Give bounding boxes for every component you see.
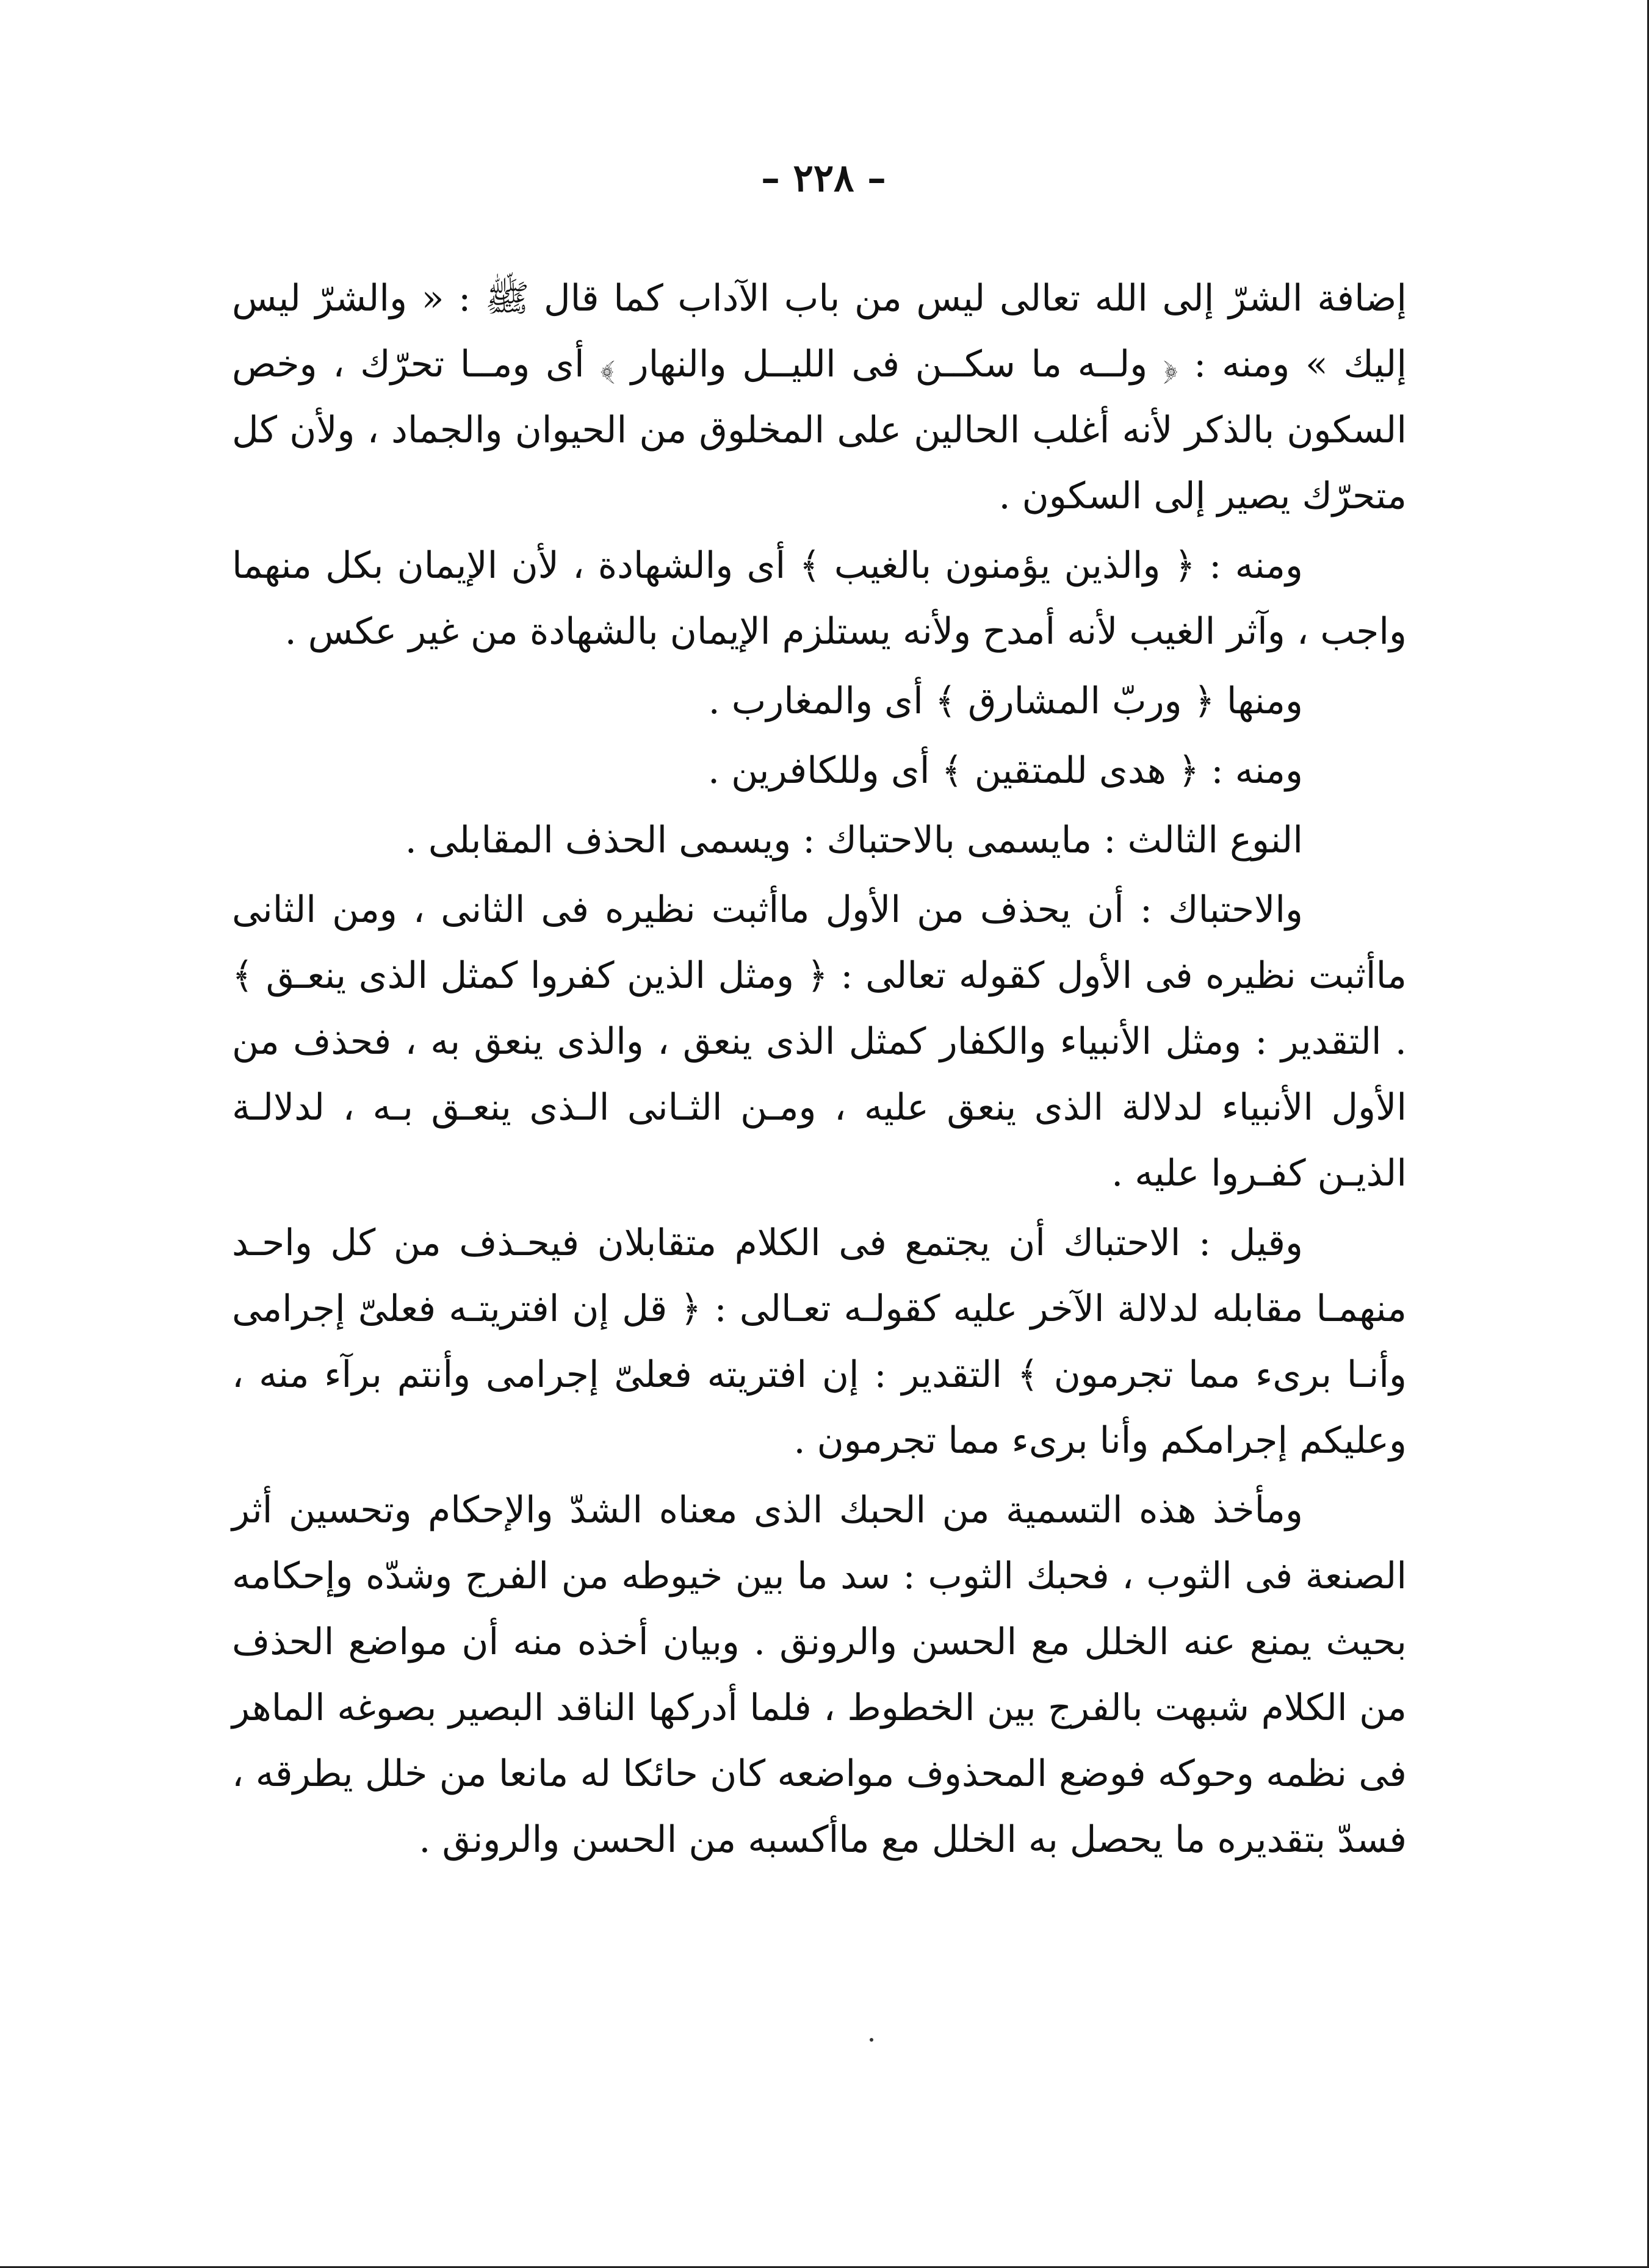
paragraph-5: النوع الثالث : مايسمى بالاحتباك : ويسمى الحذف المقابلى . [405, 819, 1303, 862]
paragraph-4: ومنه : ﴿ هدى للمتقين ﴾ أى وللكافرين . [707, 749, 1303, 792]
body-text [232, 265, 1407, 1876]
paragraph-7: وقيل : الاحتباك أن يجتمع فى الكلام متقابلان فيحـذف من كل واحـد منهمـا مقابله لدلالة الآخر عليه كقولـه تعـالى : ﴿ قل إن افتريتـه فعلىّ إجرامى وأنـا برىء مما تجرمون ﴾ التقدير : إن افتريته فعلىّ إجرامى وأنتم برآء منه ، وعليكم إجرامكم وأنا برىء مما تجرمون . [232, 1222, 1407, 1462]
paragraph-2: ومنه : ﴿ والذين يؤمنون بالغيب ﴾ أى والشهادة ، لأن الإيمان بكل منهما واجب ، وآثر الغيب لأنه أمدح ولأنه يستلزم الإيمان بالشهادة من غير عكس . [232, 544, 1407, 653]
paragraph-1: إضافة الشرّ إلى الله تعالى ليس من باب الآداب كما قال ﷺ : « والشرّ ليس إليك » ومنه : ﴿ ولــه ما سكــن فى الليــل والنهار ﴾ أى ومــا تحرّك ، وخص السكون بالذكر لأنه أغلب الحالين على المخلوق من الحيوان والجماد ، ولأن كل متحرّك يصير إلى السكون . [232, 277, 1407, 517]
stray-dot [870, 2038, 873, 2042]
paragraph-6: والاحتباك : أن يحذف من الأول ماأثبت نظيره فى الثانى ، ومن الثانى ماأثبت نظيره فى الأول كقوله تعالى : ﴿ ومثل الذين كفروا كمثل الذى ينعـق ﴾ . التقدير : ومثل الأنبياء والكفار كمثل الذى ينعق ، والذى ينعق به ، فحذف من الأول الأنبياء لدلالة الذى ينعق عليه ، ومـن الثـانى الـذى ينعـق بـه ، لدلالـة الذيـن كفـروا عليه . [232, 888, 1407, 1195]
page-number: – ٢٢٨ – [760, 156, 887, 200]
paragraph-3: ومنها ﴿ وربّ المشارق ﴾ أى والمغارب . [708, 680, 1303, 722]
paragraph-8: ومأخذ هذه التسمية من الحبك الذى معناه الشدّ والإحكام وتحسين أثر الصنعة فى الثوب ، فحبك الثوب : سد ما بين خيوطه من الفرج وشدّه وإحكامه بحيث يمنع عنه الخلل مع الحسن والرونق . وبيان أخذه منه أن مواضع الحذف من الكلام شبهت بالفرج بين الخطوط ، فلما أدركها الناقد البصير بصوغه الماهر فى نظمه وحوكه فوضع المحذوف مواضعه كان حائكا له مانعا من خلل يطرقه ، فسدّ بتقديره ما يحصل به الخلل مع ماأكسبه من الحسن والرونق . [232, 1489, 1407, 1861]
